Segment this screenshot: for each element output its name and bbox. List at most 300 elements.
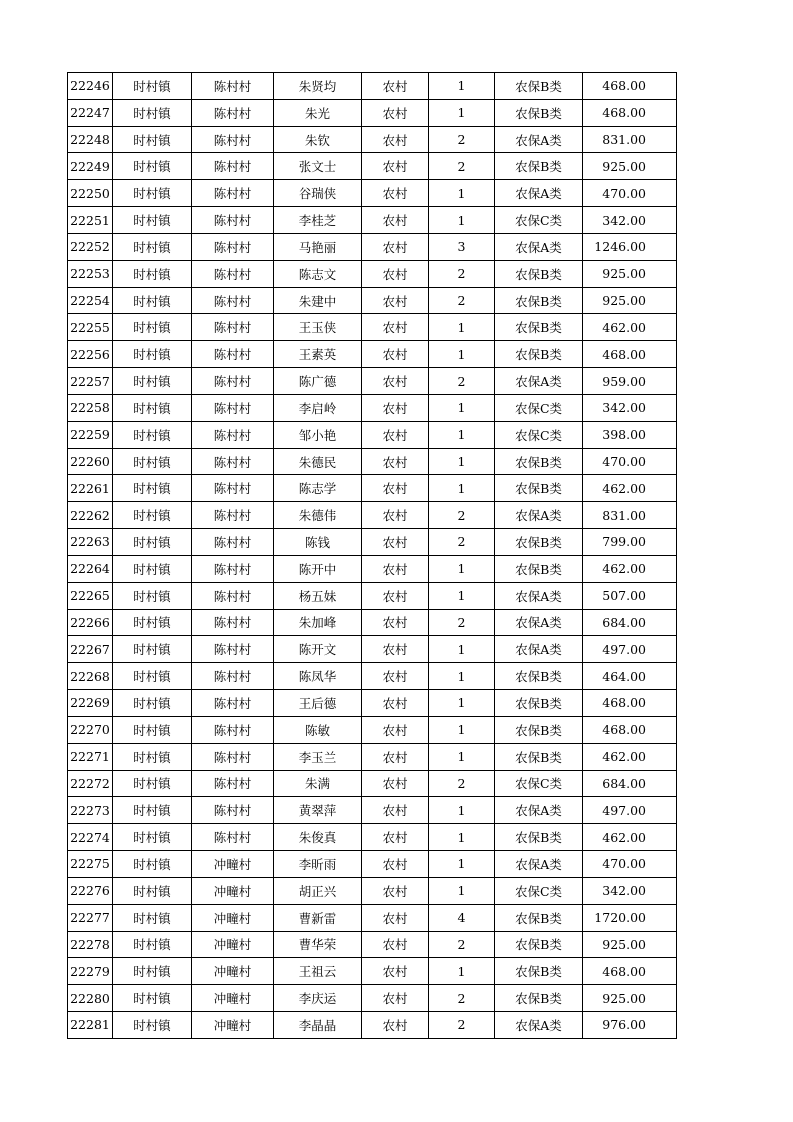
household-size-cell: 2 — [429, 931, 495, 958]
village-cell: 陈村村 — [192, 99, 274, 126]
table-row — [68, 341, 677, 368]
township-cell: 时村镇 — [113, 99, 192, 126]
person-name-cell: 王后德 — [274, 690, 362, 717]
amount-cell: 468.00 — [583, 341, 677, 368]
insurance-category-cell: 农保C类 — [495, 421, 583, 448]
person-name-cell: 胡正兴 — [274, 877, 362, 904]
village-cell: 陈村村 — [192, 743, 274, 770]
household-size-cell: 3 — [429, 233, 495, 260]
person-name-cell: 曹新雷 — [274, 904, 362, 931]
household-size-cell: 1 — [429, 475, 495, 502]
person-name-cell: 王素英 — [274, 341, 362, 368]
insurance-category-cell: 农保A类 — [495, 797, 583, 824]
area-type-cell: 农村 — [362, 233, 429, 260]
record-id-cell: 22248 — [68, 126, 113, 153]
record-id-cell: 22277 — [68, 904, 113, 931]
record-id-cell: 22257 — [68, 368, 113, 395]
amount-cell: 1246.00 — [583, 233, 677, 260]
person-name-cell: 黄翠萍 — [274, 797, 362, 824]
township-cell: 时村镇 — [113, 153, 192, 180]
township-cell: 时村镇 — [113, 958, 192, 985]
amount-cell: 684.00 — [583, 770, 677, 797]
person-name-cell: 陈志学 — [274, 475, 362, 502]
insurance-category-cell: 农保B类 — [495, 824, 583, 851]
person-name-cell: 陈志文 — [274, 260, 362, 287]
area-type-cell: 农村 — [362, 99, 429, 126]
insurance-category-cell: 农保A类 — [495, 582, 583, 609]
record-id-cell: 22280 — [68, 985, 113, 1012]
household-size-cell: 2 — [429, 770, 495, 797]
table-row — [68, 958, 677, 985]
area-type-cell: 农村 — [362, 368, 429, 395]
township-cell: 时村镇 — [113, 797, 192, 824]
table-row — [68, 287, 677, 314]
person-name-cell: 李玉兰 — [274, 743, 362, 770]
village-cell: 陈村村 — [192, 368, 274, 395]
record-id-cell: 22261 — [68, 475, 113, 502]
amount-cell: 462.00 — [583, 475, 677, 502]
amount-cell: 470.00 — [583, 180, 677, 207]
record-id-cell: 22254 — [68, 287, 113, 314]
insurance-category-cell: 农保C类 — [495, 394, 583, 421]
village-cell: 冲疃村 — [192, 877, 274, 904]
record-id-cell: 22260 — [68, 448, 113, 475]
table-row — [68, 716, 677, 743]
table-row — [68, 73, 677, 100]
amount-cell: 468.00 — [583, 958, 677, 985]
area-type-cell: 农村 — [362, 529, 429, 556]
household-size-cell: 1 — [429, 663, 495, 690]
person-name-cell: 朱满 — [274, 770, 362, 797]
household-size-cell: 1 — [429, 743, 495, 770]
village-cell: 陈村村 — [192, 314, 274, 341]
amount-cell: 470.00 — [583, 448, 677, 475]
amount-cell: 925.00 — [583, 153, 677, 180]
insurance-category-cell: 农保B类 — [495, 287, 583, 314]
table-body — [68, 73, 677, 1039]
insurance-category-cell: 农保B类 — [495, 985, 583, 1012]
household-size-cell: 1 — [429, 180, 495, 207]
township-cell: 时村镇 — [113, 233, 192, 260]
household-size-cell: 1 — [429, 73, 495, 100]
amount-cell: 684.00 — [583, 609, 677, 636]
amount-cell: 1720.00 — [583, 904, 677, 931]
person-name-cell: 马艳丽 — [274, 233, 362, 260]
area-type-cell: 农村 — [362, 314, 429, 341]
village-cell: 陈村村 — [192, 797, 274, 824]
benefit-table — [67, 72, 677, 1039]
table-row — [68, 126, 677, 153]
amount-cell: 342.00 — [583, 394, 677, 421]
area-type-cell: 农村 — [362, 1011, 429, 1038]
person-name-cell: 陈敏 — [274, 716, 362, 743]
amount-cell: 468.00 — [583, 73, 677, 100]
village-cell: 陈村村 — [192, 287, 274, 314]
township-cell: 时村镇 — [113, 609, 192, 636]
record-id-cell: 22259 — [68, 421, 113, 448]
person-name-cell: 李庆运 — [274, 985, 362, 1012]
household-size-cell: 1 — [429, 341, 495, 368]
household-size-cell: 1 — [429, 958, 495, 985]
township-cell: 时村镇 — [113, 663, 192, 690]
record-id-cell: 22274 — [68, 824, 113, 851]
person-name-cell: 朱德民 — [274, 448, 362, 475]
insurance-category-cell: 农保B类 — [495, 743, 583, 770]
insurance-category-cell: 农保B类 — [495, 529, 583, 556]
table-row — [68, 663, 677, 690]
amount-cell: 468.00 — [583, 99, 677, 126]
amount-cell: 925.00 — [583, 931, 677, 958]
insurance-category-cell: 农保A类 — [495, 368, 583, 395]
village-cell: 陈村村 — [192, 770, 274, 797]
village-cell: 陈村村 — [192, 341, 274, 368]
insurance-category-cell: 农保B类 — [495, 99, 583, 126]
insurance-category-cell: 农保B类 — [495, 904, 583, 931]
area-type-cell: 农村 — [362, 73, 429, 100]
area-type-cell: 农村 — [362, 663, 429, 690]
amount-cell: 976.00 — [583, 1011, 677, 1038]
household-size-cell: 1 — [429, 99, 495, 126]
amount-cell: 342.00 — [583, 207, 677, 234]
table-row — [68, 690, 677, 717]
table-row — [68, 180, 677, 207]
insurance-category-cell: 农保B类 — [495, 663, 583, 690]
village-cell: 冲疃村 — [192, 985, 274, 1012]
household-size-cell: 1 — [429, 690, 495, 717]
amount-cell: 507.00 — [583, 582, 677, 609]
insurance-category-cell: 农保B类 — [495, 958, 583, 985]
township-cell: 时村镇 — [113, 931, 192, 958]
record-id-cell: 22272 — [68, 770, 113, 797]
table-row — [68, 502, 677, 529]
record-id-cell: 22256 — [68, 341, 113, 368]
record-id-cell: 22250 — [68, 180, 113, 207]
village-cell: 陈村村 — [192, 448, 274, 475]
village-cell: 陈村村 — [192, 663, 274, 690]
area-type-cell: 农村 — [362, 851, 429, 878]
insurance-category-cell: 农保B类 — [495, 260, 583, 287]
amount-cell: 831.00 — [583, 502, 677, 529]
table-row — [68, 475, 677, 502]
area-type-cell: 农村 — [362, 126, 429, 153]
table-row — [68, 1011, 677, 1038]
record-id-cell: 22258 — [68, 394, 113, 421]
household-size-cell: 1 — [429, 851, 495, 878]
record-id-cell: 22271 — [68, 743, 113, 770]
household-size-cell: 1 — [429, 314, 495, 341]
person-name-cell: 朱钦 — [274, 126, 362, 153]
township-cell: 时村镇 — [113, 690, 192, 717]
township-cell: 时村镇 — [113, 341, 192, 368]
table-row — [68, 743, 677, 770]
area-type-cell: 农村 — [362, 394, 429, 421]
amount-cell: 470.00 — [583, 851, 677, 878]
township-cell: 时村镇 — [113, 126, 192, 153]
village-cell: 冲疃村 — [192, 851, 274, 878]
person-name-cell: 谷瑞侠 — [274, 180, 362, 207]
insurance-category-cell: 农保B类 — [495, 931, 583, 958]
village-cell: 陈村村 — [192, 421, 274, 448]
person-name-cell: 邹小艳 — [274, 421, 362, 448]
person-name-cell: 陈凤华 — [274, 663, 362, 690]
person-name-cell: 李桂芝 — [274, 207, 362, 234]
area-type-cell: 农村 — [362, 341, 429, 368]
amount-cell: 462.00 — [583, 555, 677, 582]
record-id-cell: 22281 — [68, 1011, 113, 1038]
person-name-cell: 朱加峰 — [274, 609, 362, 636]
township-cell: 时村镇 — [113, 529, 192, 556]
record-id-cell: 22270 — [68, 716, 113, 743]
area-type-cell: 农村 — [362, 421, 429, 448]
township-cell: 时村镇 — [113, 421, 192, 448]
amount-cell: 497.00 — [583, 636, 677, 663]
record-id-cell: 22267 — [68, 636, 113, 663]
table-row — [68, 99, 677, 126]
area-type-cell: 农村 — [362, 207, 429, 234]
person-name-cell: 曹华荣 — [274, 931, 362, 958]
insurance-category-cell: 农保A类 — [495, 502, 583, 529]
household-size-cell: 2 — [429, 609, 495, 636]
record-id-cell: 22275 — [68, 851, 113, 878]
household-size-cell: 2 — [429, 153, 495, 180]
household-size-cell: 1 — [429, 394, 495, 421]
village-cell: 陈村村 — [192, 529, 274, 556]
area-type-cell: 农村 — [362, 877, 429, 904]
village-cell: 陈村村 — [192, 260, 274, 287]
table-row — [68, 394, 677, 421]
record-id-cell: 22276 — [68, 877, 113, 904]
household-size-cell: 2 — [429, 502, 495, 529]
insurance-category-cell: 农保A类 — [495, 180, 583, 207]
record-id-cell: 22273 — [68, 797, 113, 824]
township-cell: 时村镇 — [113, 582, 192, 609]
household-size-cell: 2 — [429, 1011, 495, 1038]
household-size-cell: 1 — [429, 207, 495, 234]
area-type-cell: 农村 — [362, 770, 429, 797]
table-row — [68, 582, 677, 609]
township-cell: 时村镇 — [113, 824, 192, 851]
table-row — [68, 448, 677, 475]
area-type-cell: 农村 — [362, 555, 429, 582]
township-cell: 时村镇 — [113, 314, 192, 341]
insurance-category-cell: 农保C类 — [495, 207, 583, 234]
household-size-cell: 1 — [429, 716, 495, 743]
area-type-cell: 农村 — [362, 153, 429, 180]
household-size-cell: 1 — [429, 421, 495, 448]
insurance-category-cell: 农保B类 — [495, 73, 583, 100]
township-cell: 时村镇 — [113, 716, 192, 743]
amount-cell: 925.00 — [583, 287, 677, 314]
table-row — [68, 153, 677, 180]
area-type-cell: 农村 — [362, 904, 429, 931]
household-size-cell: 4 — [429, 904, 495, 931]
area-type-cell: 农村 — [362, 609, 429, 636]
insurance-category-cell: 农保B类 — [495, 341, 583, 368]
insurance-category-cell: 农保A类 — [495, 233, 583, 260]
insurance-category-cell: 农保B类 — [495, 153, 583, 180]
table-row — [68, 824, 677, 851]
township-cell: 时村镇 — [113, 475, 192, 502]
person-name-cell: 王祖云 — [274, 958, 362, 985]
insurance-category-cell: 农保C类 — [495, 877, 583, 904]
village-cell: 陈村村 — [192, 609, 274, 636]
record-id-cell: 22263 — [68, 529, 113, 556]
township-cell: 时村镇 — [113, 287, 192, 314]
person-name-cell: 朱俊真 — [274, 824, 362, 851]
person-name-cell: 李启岭 — [274, 394, 362, 421]
record-id-cell: 22268 — [68, 663, 113, 690]
household-size-cell: 1 — [429, 877, 495, 904]
amount-cell: 925.00 — [583, 260, 677, 287]
village-cell: 陈村村 — [192, 233, 274, 260]
person-name-cell: 陈开文 — [274, 636, 362, 663]
insurance-category-cell: 农保A类 — [495, 126, 583, 153]
record-id-cell: 22246 — [68, 73, 113, 100]
insurance-category-cell: 农保B类 — [495, 690, 583, 717]
household-size-cell: 1 — [429, 636, 495, 663]
amount-cell: 398.00 — [583, 421, 677, 448]
table-row — [68, 260, 677, 287]
area-type-cell: 农村 — [362, 582, 429, 609]
record-id-cell: 22249 — [68, 153, 113, 180]
area-type-cell: 农村 — [362, 716, 429, 743]
insurance-category-cell: 农保A类 — [495, 609, 583, 636]
person-name-cell: 张文士 — [274, 153, 362, 180]
person-name-cell: 朱德伟 — [274, 502, 362, 529]
area-type-cell: 农村 — [362, 475, 429, 502]
area-type-cell: 农村 — [362, 690, 429, 717]
insurance-category-cell: 农保A类 — [495, 1011, 583, 1038]
village-cell: 陈村村 — [192, 73, 274, 100]
household-size-cell: 2 — [429, 126, 495, 153]
table-row — [68, 931, 677, 958]
record-id-cell: 22265 — [68, 582, 113, 609]
village-cell: 陈村村 — [192, 690, 274, 717]
area-type-cell: 农村 — [362, 502, 429, 529]
township-cell: 时村镇 — [113, 851, 192, 878]
village-cell: 陈村村 — [192, 475, 274, 502]
insurance-category-cell: 农保B类 — [495, 475, 583, 502]
record-id-cell: 22247 — [68, 99, 113, 126]
person-name-cell: 陈开中 — [274, 555, 362, 582]
insurance-category-cell: 农保B类 — [495, 555, 583, 582]
table-row — [68, 797, 677, 824]
record-id-cell: 22264 — [68, 555, 113, 582]
insurance-category-cell: 农保A类 — [495, 851, 583, 878]
table-row — [68, 904, 677, 931]
table-row — [68, 529, 677, 556]
table-row — [68, 609, 677, 636]
amount-cell: 468.00 — [583, 716, 677, 743]
village-cell: 陈村村 — [192, 582, 274, 609]
household-size-cell: 2 — [429, 368, 495, 395]
township-cell: 时村镇 — [113, 985, 192, 1012]
area-type-cell: 农村 — [362, 931, 429, 958]
person-name-cell: 朱贤均 — [274, 73, 362, 100]
insurance-category-cell: 农保C类 — [495, 770, 583, 797]
area-type-cell: 农村 — [362, 824, 429, 851]
village-cell: 陈村村 — [192, 126, 274, 153]
amount-cell: 831.00 — [583, 126, 677, 153]
table-row — [68, 368, 677, 395]
person-name-cell: 王玉侠 — [274, 314, 362, 341]
amount-cell: 462.00 — [583, 743, 677, 770]
area-type-cell: 农村 — [362, 180, 429, 207]
amount-cell: 462.00 — [583, 314, 677, 341]
household-size-cell: 1 — [429, 555, 495, 582]
village-cell: 陈村村 — [192, 502, 274, 529]
insurance-category-cell: 农保B类 — [495, 314, 583, 341]
table-row — [68, 877, 677, 904]
area-type-cell: 农村 — [362, 985, 429, 1012]
table-row — [68, 233, 677, 260]
village-cell: 陈村村 — [192, 153, 274, 180]
household-size-cell: 2 — [429, 985, 495, 1012]
amount-cell: 799.00 — [583, 529, 677, 556]
village-cell: 冲疃村 — [192, 931, 274, 958]
person-name-cell: 李晶晶 — [274, 1011, 362, 1038]
table-row — [68, 851, 677, 878]
person-name-cell: 陈钱 — [274, 529, 362, 556]
township-cell: 时村镇 — [113, 207, 192, 234]
household-size-cell: 2 — [429, 287, 495, 314]
insurance-category-cell: 农保B类 — [495, 448, 583, 475]
township-cell: 时村镇 — [113, 260, 192, 287]
record-id-cell: 22253 — [68, 260, 113, 287]
village-cell: 陈村村 — [192, 824, 274, 851]
village-cell: 冲疃村 — [192, 1011, 274, 1038]
village-cell: 冲疃村 — [192, 958, 274, 985]
record-id-cell: 22252 — [68, 233, 113, 260]
township-cell: 时村镇 — [113, 448, 192, 475]
village-cell: 陈村村 — [192, 207, 274, 234]
insurance-category-cell: 农保B类 — [495, 716, 583, 743]
person-name-cell: 陈广德 — [274, 368, 362, 395]
township-cell: 时村镇 — [113, 502, 192, 529]
amount-cell: 342.00 — [583, 877, 677, 904]
household-size-cell: 2 — [429, 529, 495, 556]
village-cell: 陈村村 — [192, 555, 274, 582]
township-cell: 时村镇 — [113, 636, 192, 663]
table-row — [68, 555, 677, 582]
household-size-cell: 1 — [429, 582, 495, 609]
village-cell: 冲疃村 — [192, 904, 274, 931]
table-row — [68, 770, 677, 797]
amount-cell: 468.00 — [583, 690, 677, 717]
area-type-cell: 农村 — [362, 260, 429, 287]
village-cell: 陈村村 — [192, 394, 274, 421]
area-type-cell: 农村 — [362, 636, 429, 663]
area-type-cell: 农村 — [362, 743, 429, 770]
table-row — [68, 985, 677, 1012]
record-id-cell: 22278 — [68, 931, 113, 958]
village-cell: 陈村村 — [192, 716, 274, 743]
record-id-cell: 22251 — [68, 207, 113, 234]
township-cell: 时村镇 — [113, 770, 192, 797]
record-id-cell: 22266 — [68, 609, 113, 636]
record-id-cell: 22279 — [68, 958, 113, 985]
amount-cell: 925.00 — [583, 985, 677, 1012]
table-row — [68, 636, 677, 663]
township-cell: 时村镇 — [113, 180, 192, 207]
table-row — [68, 314, 677, 341]
household-size-cell: 2 — [429, 260, 495, 287]
record-id-cell: 22255 — [68, 314, 113, 341]
amount-cell: 959.00 — [583, 368, 677, 395]
person-name-cell: 朱光 — [274, 99, 362, 126]
township-cell: 时村镇 — [113, 743, 192, 770]
township-cell: 时村镇 — [113, 394, 192, 421]
